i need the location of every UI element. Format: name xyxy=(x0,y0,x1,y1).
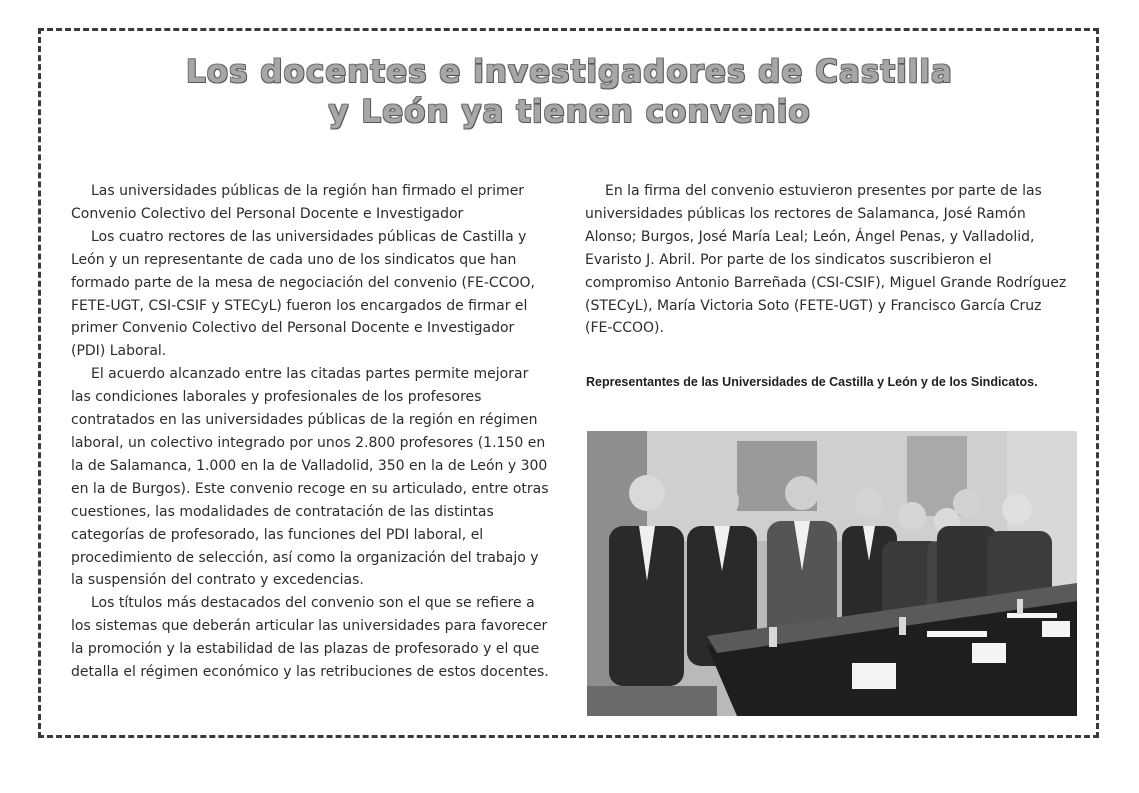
paragraph: El acuerdo alcanzado entre las citadas partes permite mejorar las condiciones laborales y profesionales de los profesores contratados en las universidades públicas de la región en régimen laboral, un colectivo integrado por unos 2.800 profesores (1.150 en la de Salamanca, 1.000 en la de Valladolid, 350 en la de León y 300 en la de Burgos). Este convenio recoge en su articulado, entre otras cuestiones, las modalidades de contratación de las distintas categorías de profesorado, las funciones del PDI laboral, el procedimiento de selección, así como la organización del trabajo y la suspensión del contrato y excedencias. xyxy=(71,366,549,589)
paragraph: En la firma del convenio estuvieron presentes por parte de las universidades públicas los rectores de Salamanca, José Ramón Alonso; Burgos, José María Leal; León, Ángel Penas, y Valladolid, Evaristo J. Abril. Por parte de los sindicatos suscribieron el compromiso Antonio Barreñada (CSI-CSIF), Miguel Grande Rodríguez (STECyL), María Victoria Soto (FETE-UGT) y Francisco García Cruz (FE-CCOO). xyxy=(585,183,1067,337)
article-title xyxy=(0,52,1139,132)
group-photo xyxy=(587,431,1077,716)
title-line-1: Los docentes e investigadores de Castilla xyxy=(186,54,953,90)
left-column xyxy=(71,180,549,684)
right-column xyxy=(585,180,1067,340)
paragraph: Los cuatro rectores de las universidades públicas de Castilla y León y un representante de cada uno de los sindicatos que han formado parte de la mesa de negociación del convenio (FE-CCOO, FETE-UGT, CSI-CSIF y STECyL) fueron los encargados de firmar el primer Convenio Colectivo del Personal Docente e Investigador (PDI) Laboral. xyxy=(71,228,535,360)
photo-caption: Representantes de las Universidades de Castilla y León y de los Sindicatos. xyxy=(586,375,1038,389)
paragraph: Las universidades públicas de la región han firmado el primer Convenio Colectivo del Personal Docente e Investigador xyxy=(71,183,525,222)
paragraph: Los títulos más destacados del convenio son el que se refiere a los sistemas que deberán articular las universidades para favorecer la promoción y la estabilidad de las plazas de profesorado y el que detalla el régimen económico y las retribuciones de estos docentes. xyxy=(71,595,549,681)
title-line-2: y León ya tienen convenio xyxy=(328,94,811,130)
